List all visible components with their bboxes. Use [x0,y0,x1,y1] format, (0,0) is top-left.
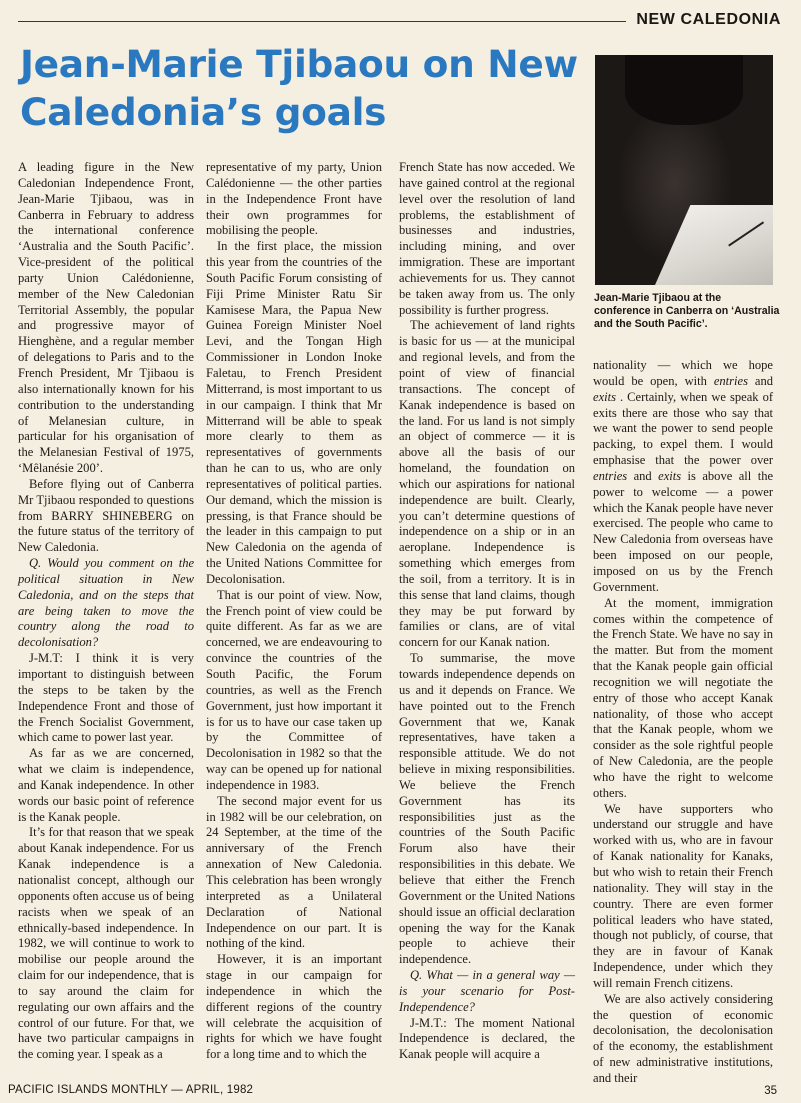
answer-paragraph: However, it is an important stage in our campaign for independence in which the different regions of the country will celebrate the acquisition of rights for which we have fought for a long time and to which the [206,952,383,1062]
answer-paragraph: We are also actively considering the question of economic decolonisation, the decolonisation of the economy, the establishment of new administrative institutions, and their [593,991,774,1085]
article-column-1 [18,160,194,1063]
answer-paragraph: As far as we are concerned, what we claim is independence, and Kanak independence. In other words our basic point of reference is the Kanak people. [18,746,195,824]
article-column-2 [206,160,382,1063]
question-1: Q. Would you comment on the political situation in New Caledonia, and on the steps that are being taken to move the country along the road to decolonisation? [18,556,195,650]
answer-paragraph: J-M.T.: The moment National Independence is declared, the Kanak people will acquire a [399,1015,575,1062]
intro-paragraph: A leading figure in the New Caledonian Independence Front, Jean-Marie Tjibaou, was in Canberra in February to address the international conference ‘Australia and the South Pacific’. Vice-president of the political party Union Calédonienne, member of the New Caledonian Territorial Assembly, the popular and progressive mayor of Hienghène, and a regular member of delegations to Paris and to the French President, Mr Tjibaou is also internationally known for his contribution to the understanding of Melanesian culture, in particular for his organisation of the Melanesian Festival of 1975, ‘Mêlanésie 200’. [18,160,195,476]
page-number: 35 [764,1085,777,1097]
question-2: Q. What — in a general way — is your scenario for Post-Independence? [399,968,576,1014]
answer-paragraph: In the first place, the mission this year from the countries of the South Pacific Forum consisting of Fiji Prime Minister Ratu Sir Kamisese Mara, the Papua New Guinea Foreign Minister Noel Levi, and the Tongan High Commissioner in London Inoke Faletau, to French President Mitterrand, is most important to us in our campaign. I think that Mr Mitterrand will be able to speak more clearly to them as representatives of governments than he can to us, who are only representatives of political parties. Our demand, which the mission is pressing, is that France should be the leader in this campaign to put New Caledonia on the agenda of the United Nations Committee for Decolonisation. [206,239,383,586]
answer-paragraph: J-M.T: I think it is very important to distinguish between the steps to be taken by the Independence Front and those of the French Socialist Government, which came to power last year. [18,651,195,745]
top-rule [18,21,626,22]
photo-caption: Jean-Marie Tjibaou at the conference in Canberra on ‘Australia and the South Pacific’. [594,292,780,330]
portrait-photo [595,55,773,285]
answer-paragraph: nationality — which we hope would be open, with entries and exits . Certainly, when we speak of exits there are those who say that we want the power to send people packing, to expel them. I would emphasise that the power over entries and exits is above all the power to welcome — a power which the Kanak people have never exercised. The people who came to New Caledonia from overseas have been imposed on our people, imposed on us by the French Government. [593,358,774,594]
section-label: NEW CALEDONIA [636,11,781,28]
answer-paragraph: It’s for that reason that we speak about Kanak independence. For us Kanak independence is a nationalist concept, although our opponents often accuse us of being racists when we speak of an ethnically-based independence. In 1982, we will continue to work to mobilise our people around the claim for our independence, that is to say around the claim for regulating our own affairs and the control of our future. For that, we have two particular campaigns in the coming year. I speak as a [18,825,195,1062]
answer-paragraph: That is our point of view. Now, the French point of view could be quite different. As far as we are concerned, we are endeavouring to convince the countries of the South Pacific, the Forum countries, as well as the French Government, just how important it is for us to have our case taken up by the Committee of Decolonisation in 1982 so that the way can be opened up for national independence in 1983. [206,587,383,792]
answer-paragraph: We have supporters who understand our struggle and have worked with us, who are in favour of Kanak nationality for Kanaks, but who wish to retain their French nationality. They will stay in the country. There are even former political leaders who have stated, though not publicly, of course, that they are in favour of Kanak Independence, under which they will remain French citizens. [593,801,774,990]
answer-paragraph: To summarise, the move towards independence depends on us and it depends on France. We have pointed out to the French Government that we, Kanak representatives, have taken a responsible attitude. We do not believe in mixing responsibilities. We believe the French Government has its responsibilities just as the countries of the South Pacific Forum also have their responsibilities in this debate. We believe that either the French Government or the United Nations should issue an official declaration opening the way for the Kanak people to achieve their independence. [399,651,576,967]
answer-paragraph: representative of my party, Union Calédonienne — the other parties in the Independence Front have their own programmes for mobilising the people. [206,160,383,238]
article-title: Jean-Marie Tjibaou on New Caledonia’s goals [20,42,578,134]
answer-paragraph: The achievement of land rights is basic for us — at the municipal and regional levels, and from the point of view of financial transactions. The concept of Kanak independence is based on the land. For us land is not simply an object of commerce — it is above all the basis of our homeland, the foundation on which our aspirations for national independence are built. Clearly, you can’t determine questions of independence on a ship or in an aeroplane. Independence is something which emerges from the soil, from a territory. It is in this sense that land claims, though they may be put forward by families or clans, are of vital concern for our Kanak nation. [399,318,576,650]
article-column-4 [593,358,773,1087]
article-column-3 [399,160,575,1063]
answer-paragraph: French State has now acceded. We have gained control at the regional level over the resolution of land problems, the establishment of businesses and industries, including mining, and over immigration. These are important achievements for us. They cannot be taken away from us. The only possibility is further progress. [399,160,576,317]
answer-paragraph: At the moment, immigration comes within the competence of the French State. We have no say in the matter. But from the moment that the Kanak people gain official recognition we will negotiate the entry of those who accept Kanak nationality, of those who accept that the Kanak people, whom we consider as the sole rightful people of New Caledonia, are the people who have the right to welcome others. [593,595,774,800]
interview-intro-paragraph: Before flying out of Canberra Mr Tjibaou responded to questions from BARRY SHINEBERG on the future status of the territory of New Caledonia. [18,476,195,555]
answer-paragraph: The second major event for us in 1982 will be our celebration, on 24 September, at the time of the anniversary of the French annexation of New Caledonia. This celebration has been wrongly interpreted as a Unilateral Declaration of National Independence on our part. It is nothing of the kind. [206,793,383,951]
footer-publication: PACIFIC ISLANDS MONTHLY — APRIL, 1982 [8,1084,254,1096]
